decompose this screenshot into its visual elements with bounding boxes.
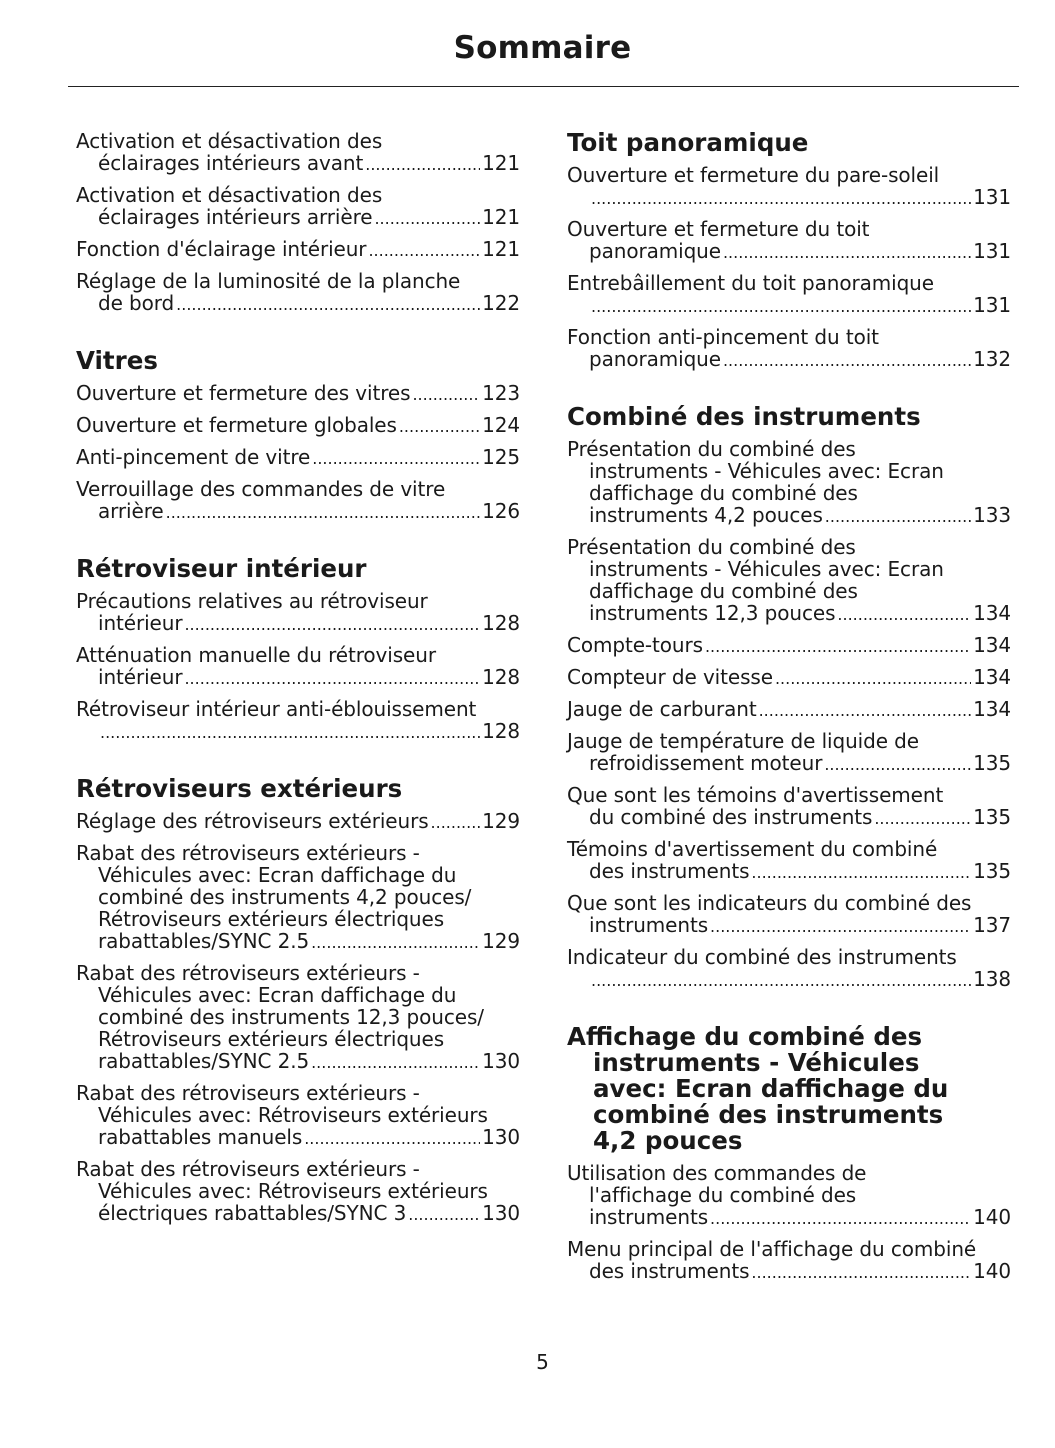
- section-heading: Toit panoramique: [567, 128, 809, 157]
- toc-entry-title-last-line: intérieur: [98, 665, 183, 689]
- toc-page-number: 128: [482, 719, 520, 743]
- dot-leader: [775, 668, 971, 690]
- toc-section-combine-des-instruments: [567, 404, 1011, 992]
- dot-leader: [304, 1128, 480, 1150]
- toc-page-number: 128: [482, 665, 520, 689]
- toc-section-toit-panoramique: [567, 130, 1011, 372]
- toc-entry-title: Rabat des rétroviseurs extérieurs - Véhicules avec: Rétroviseurs extérieurs: [76, 1157, 488, 1203]
- toc-entry-title-last-line: rabattables manuels: [98, 1125, 303, 1149]
- toc-entry-title-last-line: instruments: [589, 1205, 709, 1229]
- dot-leader: [166, 502, 481, 524]
- toc-page-number: 133: [973, 503, 1011, 527]
- toc-entry[interactable]: [76, 698, 520, 744]
- toc-page-number: 134: [973, 633, 1011, 657]
- toc-entry-title: Que sont les indicateurs du combiné des: [567, 891, 972, 915]
- section-heading: Affichage du combiné des instruments - Véhicules avec: Ecran daffichage du combiné des instruments 4,2 pouces: [567, 1022, 949, 1155]
- toc-page-number: 126: [482, 499, 520, 523]
- toc-entry-title-last-line: instruments 4,2 pouces: [589, 503, 823, 527]
- toc-page-number: 131: [973, 239, 1011, 263]
- toc-entry-title-last-line: éclairages intérieurs avant: [98, 151, 364, 175]
- toc-entry-title-last-line: du combiné des instruments: [589, 805, 873, 829]
- toc-page-number: 135: [973, 859, 1011, 883]
- dot-leader: [591, 188, 971, 210]
- toc-entry[interactable]: [76, 1082, 520, 1150]
- toc-entry-title: Précautions relatives au rétroviseur: [76, 589, 428, 613]
- toc-page-number: 130: [482, 1201, 520, 1225]
- dot-leader: [176, 294, 480, 316]
- toc-page-number: 140: [973, 1205, 1011, 1229]
- toc-entry-title: Réglage de la luminosité de la planche: [76, 269, 461, 293]
- toc-entry-title: Activation et désactivation des: [76, 183, 383, 207]
- toc-entry[interactable]: [567, 164, 1011, 210]
- toc-page-number: 140: [973, 1259, 1011, 1283]
- toc-entry[interactable]: [567, 666, 1011, 690]
- toc-entry-title: Ouverture et fermeture du pare-soleil: [567, 163, 940, 187]
- dot-leader: [837, 604, 971, 626]
- toc-entry[interactable]: [76, 446, 520, 470]
- toc-entry-title: Activation et désactivation des: [76, 129, 383, 153]
- toc-entry-title: Rabat des rétroviseurs extérieurs - Véhicules avec: Ecran daffichage du combiné des instruments 4,2 pouces/ Rétroviseurs extérieurs électriques: [76, 841, 472, 931]
- toc-page-number: 130: [482, 1049, 520, 1073]
- toc-entry[interactable]: [567, 946, 1011, 992]
- toc-page-number: 121: [482, 151, 520, 175]
- toc-entry[interactable]: [76, 238, 520, 262]
- dot-leader: [365, 154, 480, 176]
- toc-entry[interactable]: [567, 536, 1011, 626]
- dot-leader: [408, 1204, 480, 1226]
- toc-page-number: 138: [973, 967, 1011, 991]
- toc-entry-title: Jauge de carburant: [567, 697, 757, 721]
- dot-leader: [431, 812, 481, 834]
- toc-page-number: 122: [482, 291, 520, 315]
- toc-entry-title: Que sont les témoins d'avertissement: [567, 783, 944, 807]
- toc-entry-title: Menu principal de l'affichage du combiné: [567, 1237, 977, 1261]
- page-title: Sommaire: [453, 30, 632, 66]
- toc-entry-title-last-line: refroidissement moteur: [589, 751, 823, 775]
- toc-entry-title: Utilisation des commandes de l'affichage du combiné des: [567, 1161, 867, 1207]
- toc-entry[interactable]: [76, 130, 520, 176]
- toc-entry[interactable]: [76, 414, 520, 438]
- toc-entry[interactable]: [567, 892, 1011, 938]
- toc-page-number: 123: [482, 381, 520, 405]
- toc-page-number: 121: [482, 237, 520, 261]
- toc-entry[interactable]: [567, 438, 1011, 528]
- toc-entry-title: Présentation du combiné des instruments - Véhicules avec: Ecran daffichage du combiné des: [567, 535, 944, 603]
- toc-entry[interactable]: [76, 382, 520, 406]
- toc-section-vitres: [76, 348, 520, 524]
- dot-leader: [751, 862, 971, 884]
- toc-page-number: 135: [973, 751, 1011, 775]
- dot-leader: [710, 1208, 971, 1230]
- toc-page-number: 130: [482, 1125, 520, 1149]
- toc-entry-title: Ouverture et fermeture du toit: [567, 217, 870, 241]
- dot-leader: [311, 932, 480, 954]
- dot-leader: [723, 242, 971, 264]
- toc-entry-title: Atténuation manuelle du rétroviseur: [76, 643, 436, 667]
- toc-entry-title-last-line: des instruments: [589, 1259, 750, 1283]
- dot-leader: [100, 722, 480, 744]
- toc-page-number: 135: [973, 805, 1011, 829]
- toc-entry-title: Anti-pincement de vitre: [76, 445, 311, 469]
- toc-entry[interactable]: [76, 478, 520, 524]
- toc-entry-title-last-line: instruments 12,3 pouces: [589, 601, 836, 625]
- toc-page-number: 134: [973, 697, 1011, 721]
- toc-section-retroviseur-interieur: [76, 556, 520, 744]
- toc-page-number: 128: [482, 611, 520, 635]
- toc-section-affichage-du-combine-des-instruments-veh: [567, 1024, 1011, 1284]
- section-heading: Rétroviseurs extérieurs: [76, 774, 403, 803]
- dot-leader: [312, 448, 480, 470]
- toc-page-number: 132: [973, 347, 1011, 371]
- toc-entry[interactable]: [76, 962, 520, 1074]
- dot-leader: [710, 916, 971, 938]
- toc-page-number: 129: [482, 809, 520, 833]
- right-column: [567, 130, 1011, 1284]
- dot-leader: [874, 808, 971, 830]
- toc-entry-title: Rétroviseur intérieur anti-éblouissement: [76, 697, 477, 721]
- dot-leader: [399, 416, 480, 438]
- toc-entry-title: Fonction anti-pincement du toit: [567, 325, 879, 349]
- left-column: [76, 130, 520, 1226]
- toc-entry-title-last-line: arrière: [98, 499, 164, 523]
- dot-leader: [751, 1262, 971, 1284]
- toc-entry-title-last-line: intérieur: [98, 611, 183, 635]
- toc-entry[interactable]: [567, 272, 1011, 318]
- toc-entry[interactable]: [76, 644, 520, 690]
- toc-page-number: 131: [973, 293, 1011, 317]
- dot-leader: [591, 970, 971, 992]
- dot-leader: [184, 668, 480, 690]
- toc-entry-title: Réglage des rétroviseurs extérieurs: [76, 809, 429, 833]
- toc-page-number: 134: [973, 665, 1011, 689]
- section-heading: Combiné des instruments: [567, 402, 921, 431]
- toc-page-number: 129: [482, 929, 520, 953]
- toc-entry-title-last-line: panoramique: [589, 347, 721, 371]
- toc-page-number: 131: [973, 185, 1011, 209]
- toc-entry[interactable]: [76, 184, 520, 230]
- toc-entry-title: Jauge de température de liquide de: [567, 729, 919, 753]
- dot-leader: [311, 1052, 480, 1074]
- toc-entry-title: Rabat des rétroviseurs extérieurs - Véhicules avec: Rétroviseurs extérieurs: [76, 1081, 488, 1127]
- dot-leader: [412, 384, 480, 406]
- toc-entry-title-last-line: instruments: [589, 913, 709, 937]
- toc-entry-title-last-line: de bord: [98, 291, 175, 315]
- toc-section: [76, 130, 520, 316]
- toc-page-number: 134: [973, 601, 1011, 625]
- toc-entry[interactable]: [567, 698, 1011, 722]
- toc-entry-title-last-line: éclairages intérieurs arrière: [98, 205, 373, 229]
- toc-entry-title-last-line: rabattables/SYNC 2.5: [98, 929, 310, 953]
- dot-leader: [374, 208, 480, 230]
- toc-entry-title: Compte-tours: [567, 633, 703, 657]
- page-number: 5: [536, 1350, 549, 1374]
- toc-entry-title-last-line: rabattables/SYNC 2.5: [98, 1049, 310, 1073]
- toc-entry-title: Fonction d'éclairage intérieur: [76, 237, 367, 261]
- toc-entry-title: Témoins d'avertissement du combiné: [567, 837, 938, 861]
- dot-leader: [184, 614, 480, 636]
- toc-entry[interactable]: [567, 634, 1011, 658]
- toc-entry[interactable]: [76, 270, 520, 316]
- dot-leader: [368, 240, 480, 262]
- toc-entry[interactable]: [567, 784, 1011, 830]
- toc-entry-title-last-line: électriques rabattables/SYNC 3: [98, 1201, 407, 1225]
- toc-entry-title: Rabat des rétroviseurs extérieurs - Véhicules avec: Ecran daffichage du combiné des instruments 12,3 pouces/ Rétroviseurs extérieurs électriques: [76, 961, 484, 1051]
- dot-leader: [705, 636, 971, 658]
- toc-entry-title: Compteur de vitesse: [567, 665, 773, 689]
- toc-entry[interactable]: [567, 730, 1011, 776]
- dot-leader: [824, 754, 971, 776]
- toc-entry[interactable]: [76, 1158, 520, 1226]
- toc-page-number: 121: [482, 205, 520, 229]
- toc-entry-title: Verrouillage des commandes de vitre: [76, 477, 446, 501]
- toc-page-number: 137: [973, 913, 1011, 937]
- toc-entry-title-last-line: panoramique: [589, 239, 721, 263]
- dot-leader: [591, 296, 971, 318]
- toc-entry[interactable]: [567, 1162, 1011, 1230]
- toc-page-number: 124: [482, 413, 520, 437]
- toc-entry-title: Indicateur du combiné des instruments: [567, 945, 957, 969]
- toc-entry-title: Présentation du combiné des instruments - Véhicules avec: Ecran daffichage du combiné des: [567, 437, 944, 505]
- toc-entry[interactable]: [76, 842, 520, 954]
- dot-leader: [825, 506, 971, 528]
- dot-leader: [723, 350, 971, 372]
- toc-section-retroviseurs-exterieurs: [76, 776, 520, 1226]
- section-heading: Rétroviseur intérieur: [76, 554, 367, 583]
- toc-entry[interactable]: [567, 1238, 1011, 1284]
- section-heading: Vitres: [76, 346, 158, 375]
- toc-entry[interactable]: [567, 218, 1011, 264]
- toc-entry-title: Entrebâillement du toit panoramique: [567, 271, 934, 295]
- toc-entry-title-last-line: des instruments: [589, 859, 750, 883]
- toc-entry[interactable]: [76, 590, 520, 636]
- toc-page-number: 125: [482, 445, 520, 469]
- toc-entry[interactable]: [567, 838, 1011, 884]
- toc-entry-title: Ouverture et fermeture globales: [76, 413, 397, 437]
- toc-entry-title: Ouverture et fermeture des vitres: [76, 381, 411, 405]
- dot-leader: [759, 700, 972, 722]
- title-divider: [68, 86, 1019, 87]
- toc-entry[interactable]: [76, 810, 520, 834]
- toc-entry[interactable]: [567, 326, 1011, 372]
